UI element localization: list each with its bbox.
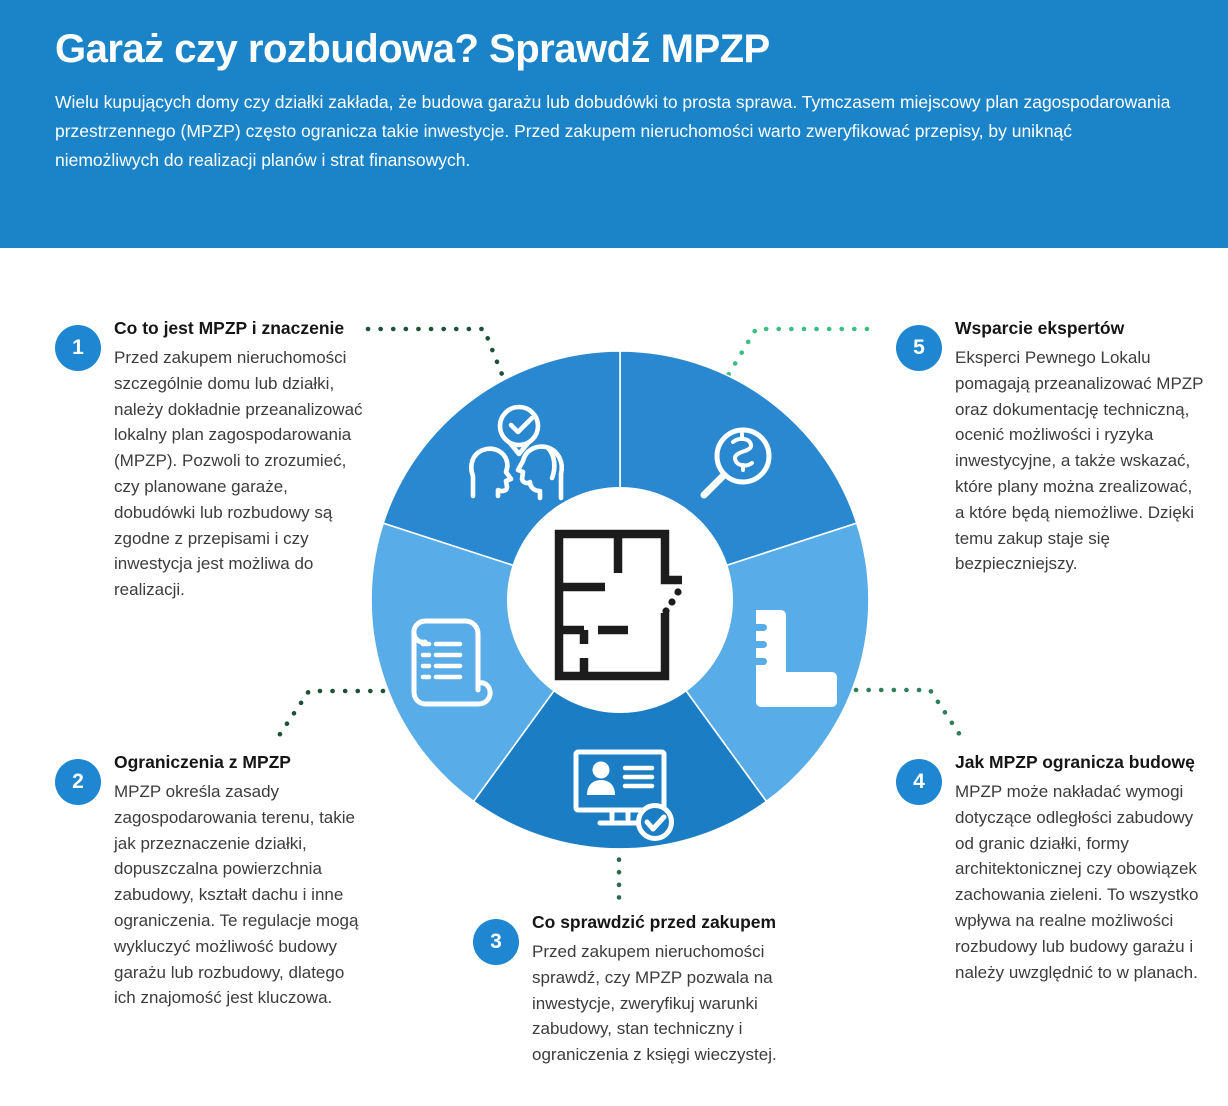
step-2-number-badge: 2 [55,759,101,805]
step-2 [55,751,385,1011]
step-1-title: Co to jest MPZP i znaczenie [114,318,345,338]
step-4-number-badge: 4 [896,759,942,805]
step-2-title: Ograniczenia z MPZP [114,752,291,772]
intro-text: Wielu kupujących domy czy działki zakłada, że budowa garażu lub dobudówki to prosta sprawa. Tymczasem miejscowy plan zagospodarowania przestrzennego (MPZP) często ogranicza takie inwestycje. Przed zakupem nieruchomości warto zweryfikować przepisy, by uniknąć niemożliwych do realizacji planów i strat finansowych. [55,92,1171,170]
step-4-description: MPZP może nakładać wymogi dotyczące odległości zabudowy od granic działki, formy architektonicznej czy obowiązek zachowania zieleni. To wszystko wpływa na realne możliwości rozbudowy lub budowy garażu i należy uwzględnić to w planach. [955,782,1199,982]
step-5-title: Wsparcie ekspertów [955,318,1125,338]
step-3-number-badge: 3 [473,919,519,965]
step-2-description: MPZP określa zasady zagospodarowania terenu, takie jak przeznaczenie działki, dopuszczalna powierzchnia zabudowy, kształt dachu i inne ograniczenia. Te regulacje mogą wykluczyć możliwość budowy garażu lub rozbudowy, dlatego ich znajomość jest kluczowa. [114,782,359,1008]
step-1-number-badge: 1 [55,325,101,371]
page-title: Garaż czy rozbudowa? Sprawdź MPZP [55,27,770,71]
step-5 [896,317,1228,577]
page-header [0,0,1228,248]
step-3 [473,911,818,1068]
step-1-description: Przed zakupem nieruchomości szczególnie domu lub działki, należy dokładnie przeanalizować lokalny plan zagospodarowania (MPZP). Pozwoli to zrozumieć, czy planowane garaże, dobudówki lub rozbudowy są zgodne z przepisami i czy inwestycja jest możliwa do realizacji. [114,348,363,600]
step-5-number-badge: 5 [896,325,942,371]
step-5-description: Eksperci Pewnego Lokalu pomagają przeanalizować MPZP oraz dokumentację techniczną, ocenić możliwości i ryzyka inwestycyjne, a także wskazać, które plany można zrealizować, a które będą niemożliwe. Dzięki temu zakup staje się bezpieczniejszy. [955,348,1204,574]
step-1 [55,317,385,603]
connector-step4 [856,690,960,735]
step-4-title: Jak MPZP ogranicza budowę [955,752,1195,772]
connector-step2 [276,691,383,740]
step-3-title: Co sprawdzić przed zakupem [532,912,777,932]
step-3-description: Przed zakupem nieruchomości sprawdź, czy MPZP pozwala na inwestycje, zweryfikuj warunki zabudowy, stan techniczny i ograniczenia z księgi wieczystej. [532,942,777,1065]
step-4 [896,751,1228,985]
mpzp-wheel [370,350,870,850]
